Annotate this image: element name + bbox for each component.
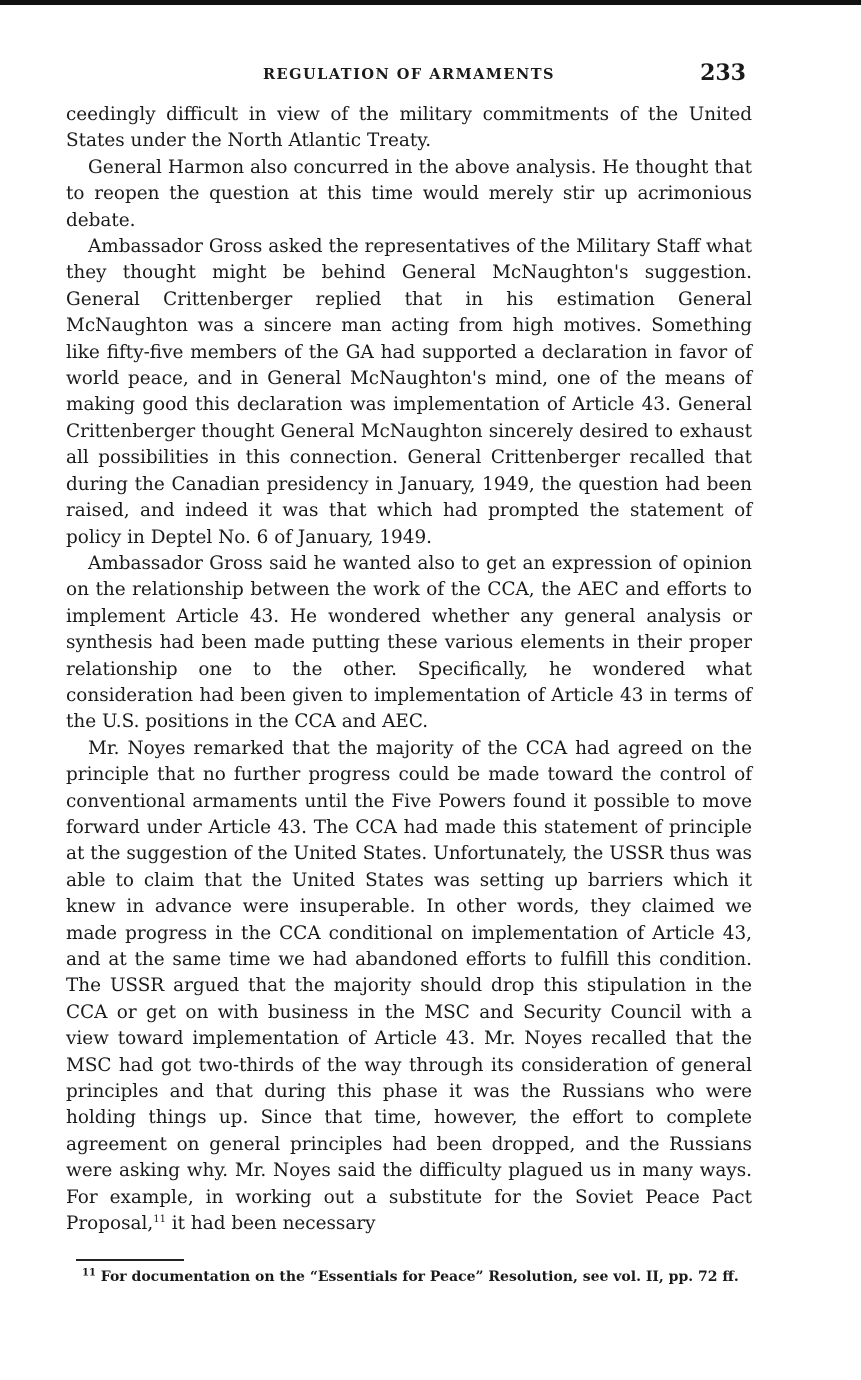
paragraph-continuation: ceedingly difficult in view of the military commitments of the United States under the North Atlantic Treaty. — [66, 104, 752, 152]
footnote — [66, 1269, 752, 1286]
running-title: REGULATION OF ARMAMENTS — [263, 66, 555, 83]
paragraph-gross-mcnaughton: Ambassador Gross asked the representatives of the Military Staff what they thought might be behind General McNaughton's suggestion. General Crittenberger replied that in his estimation General McNaughton was a sincere man acting from high motives. Something like fifty-five members of the GA had supported a declaration in favor of world peace, and in General McNaughton's mind, one of the means of making good this declaration was implementation of Article 43. General Crittenberger thought General McNaughton sincerely desired to exhaust all possibilities in this connection. General Crittenberger recalled that during the Canadian presidency in January, 1949, the question had been raised, and indeed it was that which had prompted the statement of policy in Deptel No. 6 of January, 1949. — [66, 236, 752, 548]
running-head — [66, 60, 752, 94]
paragraph-gross-cca-aec: Ambassador Gross said he wanted also to get an expression of opinion on the relationship between the work of the CCA, the AEC and efforts to implement Article 43. He wondered whether any general analysis or synthesis had been made putting these various elements in their proper relationship one to the other. Specifically, he wondered what consideration had been given to implementation of Article 43 in terms of the U.S. positions in the CCA and AEC. — [66, 552, 752, 733]
paragraph-noyes — [66, 736, 752, 1238]
footnote-marker: 11 — [82, 1267, 96, 1279]
document-page — [66, 60, 752, 1286]
body-text — [66, 102, 752, 1237]
page-number: 233 — [700, 60, 746, 86]
footnote-reference: 11 — [153, 1213, 166, 1225]
page-top-edge — [0, 0, 861, 5]
paragraph-noyes-tail: it had been necessary — [165, 1213, 376, 1235]
footnote-text: For documentation on the “Essentials for Peace” Resolution, see vol. II, pp. 72 ff. — [95, 1268, 739, 1285]
paragraph-harmon: General Harmon also concurred in the above analysis. He thought that to reopen the question at this time would merely stir up acrimonious debate. — [66, 156, 752, 231]
paragraph-noyes-text: Mr. Noyes remarked that the majority of the CCA had agreed on the principle that no further progress could be made toward the control of conventional armaments until the Five Powers found it possible to move forward under Article 43. The CCA had made this statement of principle at the suggestion of the United States. Unfortunately, the USSR thus was able to claim that the United States was setting up barriers which it knew in advance were insuperable. In other words, they claimed we made progress in the CCA conditional on implementation of Article 43, and at the same time we had abandoned efforts to fulfill this condition. The USSR argued that the majority should drop this stipulation in the CCA or get on with business in the MSC and Security Council with a view toward implementation of Article 43. Mr. Noyes recalled that the MSC had got two-thirds of the way through its consideration of general principles and that during this phase it was the Russians who were holding things up. Since that time, however, the effort to complete agreement on general principles had been dropped, and the Russians were asking why. Mr. Noyes said the difficulty plagued us in many ways. For example, in working out a substitute for the Soviet Peace Pact Proposal, — [66, 737, 752, 1235]
footnote-divider — [76, 1259, 184, 1261]
